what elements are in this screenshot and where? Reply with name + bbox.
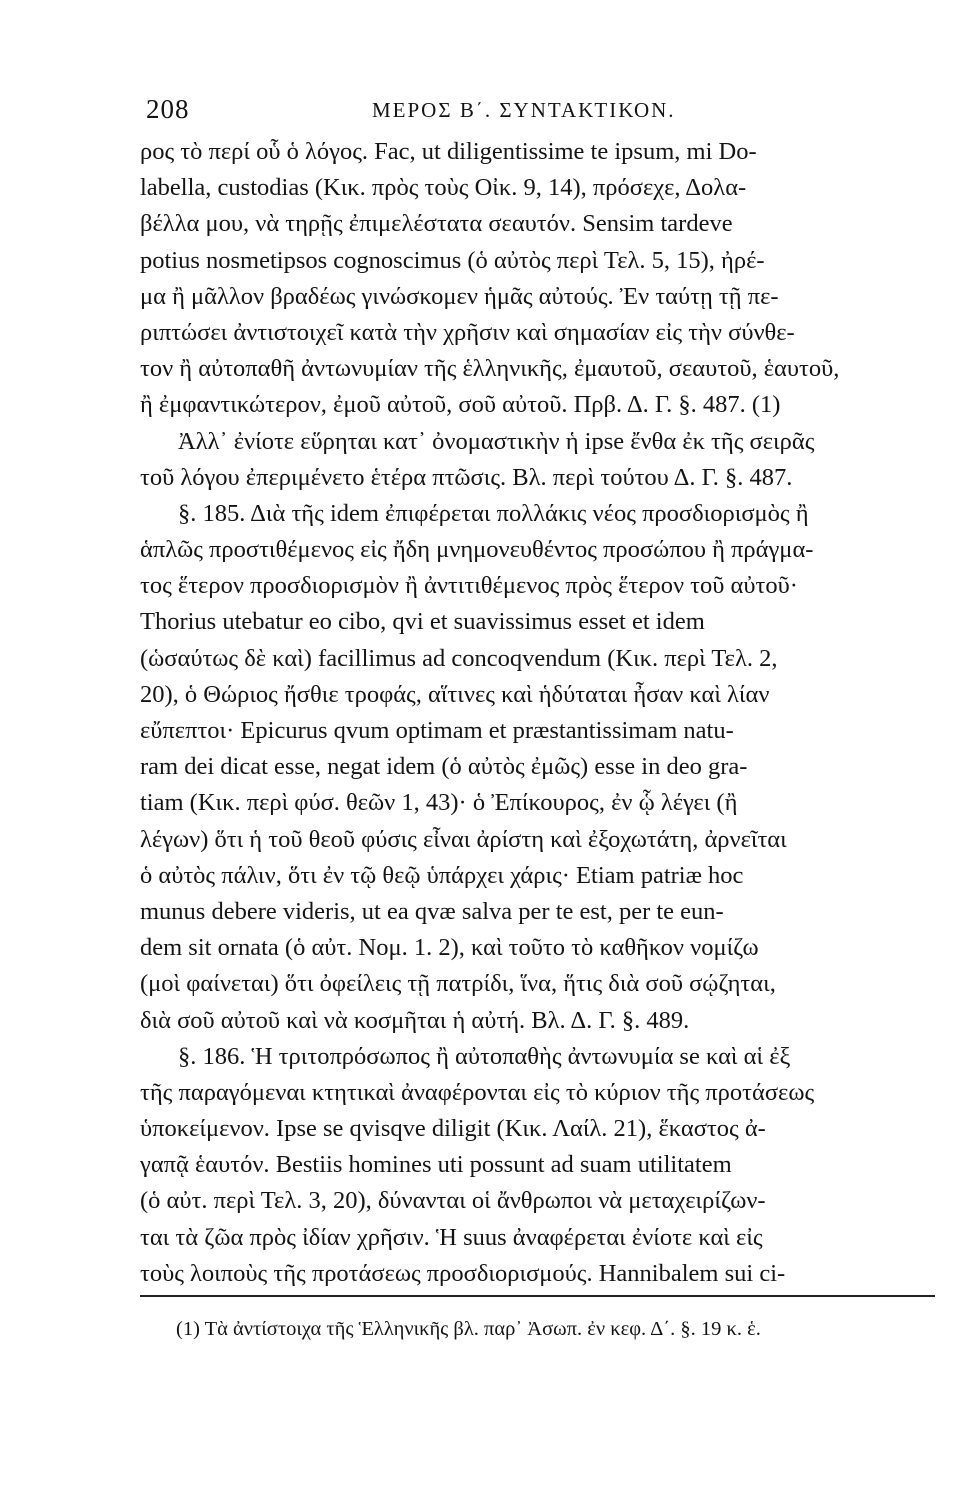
text-line: τοὺς λοιποὺς τῆς προτάσεως προσδιορισμούς. Hannibalem sui ci- xyxy=(140,1259,786,1287)
section-186-start: §. 186. Ἡ τριτοπρόσωπος ἢ αὐτοπαθὴς ἀντωνυμία se καὶ αἱ ἐξ xyxy=(178,1042,791,1070)
text-line: ἢ ἐμφαντικώτερον, ἐμοῦ αὐτοῦ, σοῦ αὐτοῦ. Πρβ. Δ. Γ. §. 487. (1) xyxy=(140,391,781,419)
text-line: τος ἕτερον προσδιορισμὸν ἢ ἀντιτιθέμενος πρὸς ἕτερον τοῦ αὐτοῦ· xyxy=(140,572,798,600)
text-line: γαπᾷ ἑαυτόν. Bestiis homines uti possunt ad suam utilitatem xyxy=(140,1151,732,1179)
text-line: potius nosmetipsos cognoscimus (ὁ αὐτὸς περὶ Τελ. 5, 15), ἠρέ- xyxy=(140,246,765,274)
text-line: (ὡσαύτως δὲ καὶ) facillimus ad concoqvendum (Κικ. περὶ Τελ. 2, xyxy=(140,644,778,672)
text-line: 20), ὁ Θώριος ἤσθιε τροφάς, αἵτινες καὶ ἡδύταται ἦσαν καὶ λίαν xyxy=(140,680,770,708)
text-line: ριπτώσει ἀντιστοιχεῖ κατὰ τὴν χρῆσιν καὶ σημασίαν εἰς τὴν σύνθε- xyxy=(140,318,795,346)
page-number: 208 xyxy=(146,94,190,124)
text-line: ἁπλῶς προστιθέμενος εἰς ἤδη μνημονευθέντος προσώπου ἢ πράγμα- xyxy=(140,536,814,564)
text-line: λέγων) ὅτι ἡ τοῦ θεοῦ φύσις εἶναι ἀρίστη καὶ ἐξοχωτάτη, ἀρνεῖται xyxy=(140,825,787,853)
text-line: τοῦ λόγου ἐπεριμένετο ἑτέρα πτῶσις. Βλ. περὶ τούτου Δ. Γ. §. 487. xyxy=(140,463,793,491)
body-text xyxy=(140,134,958,1292)
text-line: τον ἢ αὐτοπαθῆ ἀντωνυμίαν τῆς ἑλληνικῆς, ἐμαυτοῦ, σεαυτοῦ, ἑαυτοῦ, xyxy=(140,355,840,383)
text-line: (μοὶ φαίνεται) ὅτι ὀφείλεις τῇ πατρίδι, ἵνα, ἥτις διὰ σοῦ σῴζηται, xyxy=(140,970,776,998)
text-line: ται τὰ ζῶα πρὸς ἰδίαν χρῆσιν. Ἡ suus ἀναφέρεται ἐνίοτε καὶ εἰς xyxy=(140,1223,763,1251)
text-line: διὰ σοῦ αὐτοῦ καὶ νὰ κοσμῆται ἡ αὐτή. Βλ. Δ. Γ. §. 489. xyxy=(140,1006,690,1034)
footnote-divider xyxy=(140,1295,935,1297)
text-line: ὑποκείμενον. Ipse se qvisqve diligit (Κικ. Λαίλ. 21), ἕκαστος ἀ- xyxy=(140,1115,766,1143)
text-line: Ἀλλ᾿ ἐνίοτε εὕρηται κατ᾿ ὀνομαστικὴν ἡ ipse ἔνθα ἐκ τῆς σειρᾶς xyxy=(178,427,815,455)
text-line: Thorius utebatur eo cibo, qvi et suavissimus esset et idem xyxy=(140,608,705,636)
text-line: βέλλα μου, νὰ τηρῇς ἐπιμελέστατα σεαυτόν. Sensim tardeve xyxy=(140,210,733,238)
text-line: εὔπεπτοι· Epicurus qvum optimam et præstantissimam natu- xyxy=(140,717,734,744)
text-line: labella, custodias (Κικ. πρὸς τοὺς Οἰκ. 9, 14), πρόσεχε, Δολα- xyxy=(140,174,747,202)
text-line: munus debere videris, ut ea qvæ salva per te est, per te eun- xyxy=(140,897,724,925)
text-line: ram dei dicat esse, negat idem (ὁ αὐτὸς ἐμῶς) esse in deo gra- xyxy=(140,753,748,781)
text-line: dem sit ornata (ὁ αὐτ. Νομ. 1. 2), καὶ τοῦτο τὸ καθῆκον νομίζω xyxy=(140,934,759,962)
text-line: ρος τὸ περί οὗ ὁ λόγος. Fac, ut diligentissime te ipsum, mi Do- xyxy=(140,138,757,165)
text-line: tiam (Κικ. περὶ φύσ. θεῶν 1, 43)· ὁ Ἐπίκουρος, ἐν ᾧ λέγει (ἢ xyxy=(140,789,738,817)
page-header xyxy=(146,94,926,134)
section-185-start: §. 185. Διὰ τῆς idem ἐπιφέρεται πολλάκις νέος προσδιορισμὸς ἢ xyxy=(178,499,809,527)
text-line: μα ἢ μᾶλλον βραδέως γινώσκομεν ἡμᾶς αὐτούς. Ἐν ταύτῃ τῇ πε- xyxy=(140,282,779,310)
running-head: ΜΕΡΟΣ Β΄. ΣΥΝΤΑΚΤΙΚΟΝ. xyxy=(372,98,676,122)
text-line: ὁ αὐτὸς πάλιν, ὅτι ἐν τῷ θεῷ ὑπάρχει χάρις· Etiam patriæ hoc xyxy=(140,861,744,889)
text-line: (ὁ αὐτ. περὶ Τελ. 3, 20), δύνανται οἱ ἄνθρωποι νὰ μεταχειρίζων- xyxy=(140,1187,766,1215)
footnote: (1) Τὰ ἀντίστοιχα τῆς Ἑλληνικῆς βλ. παρ᾿ Ἀσωπ. ἐν κεφ. Δ΄. §. 19 κ. ἑ. xyxy=(176,1318,761,1340)
text-line: τῆς παραγόμεναι κτητικαὶ ἀναφέρονται εἰς τὸ κύριον τῆς προτάσεως xyxy=(140,1078,815,1106)
